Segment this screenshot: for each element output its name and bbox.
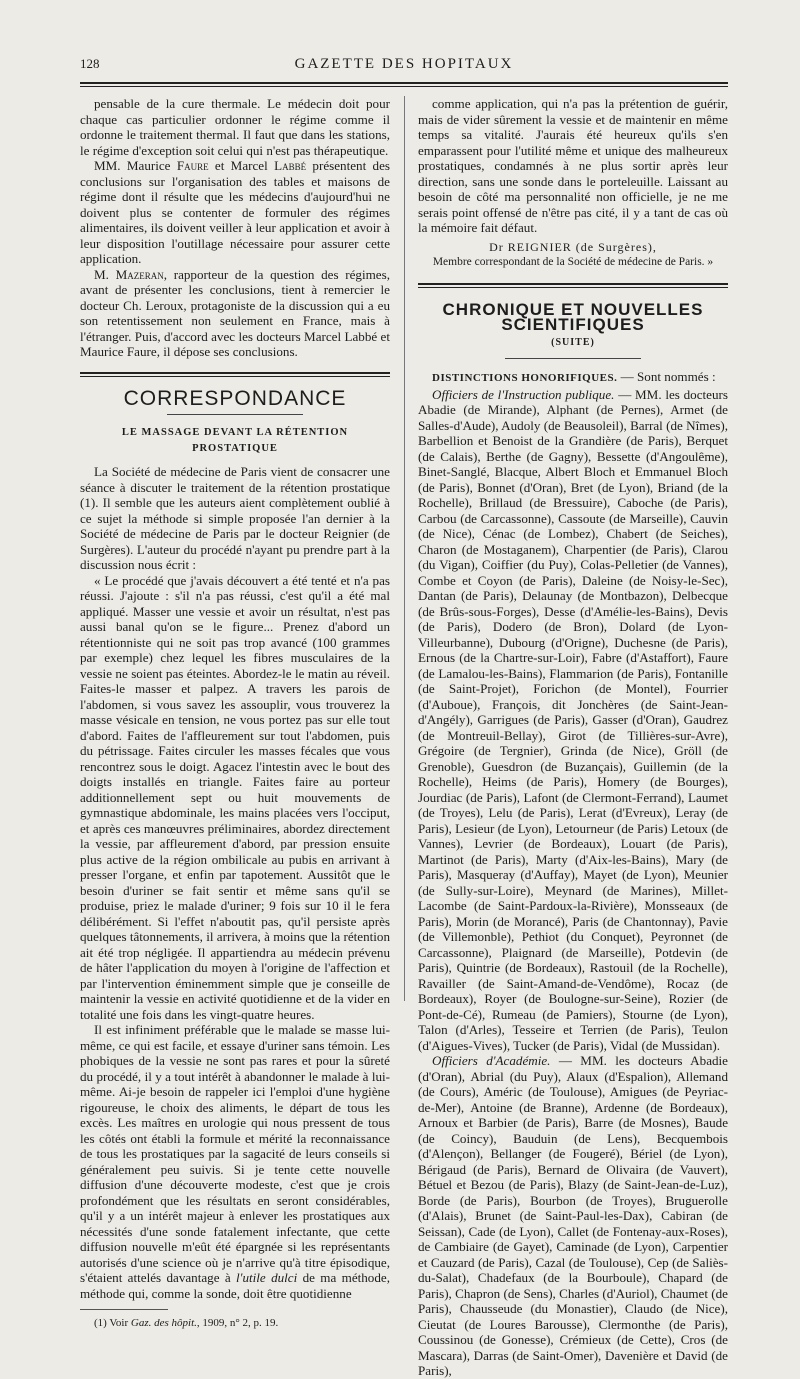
officiers-academie-list: — MM. les docteurs Abadie (d'Oran), Abrial (du Puy), Alaux (d'Espalion), Allemand (de Cours), Améric (de Toulouse), Amigues (de Peyriac-de-Mer), Antoine (de Branne), Ardenne (de Bordeaux), Arnoux et Barbier (de Paris), Barre (de Mosnes), Baude (de Coincy), Bauduin (de Lens), Becquembois (d'Alençon), Bellanger (de Fougeré), Bériel (de Lyon), Bérigaud (de Paris), Bernard de Olivaira (de Vauvert), Bétuel et Bezou (de Paris), Blazy (de Saint-Jean-de-Luz), Borde (de Paris), Bourbon (de Troyes), Bruguerolle (d'Alais), Brunet (de Saint-Paul-les-Dax), Cabiran (de Seissan), Cade (de Lyon), Callet (de Fontenay-aux-Roses), de Cambiaire (de Gayet), Caminade (de Lyon), Carpentier et Cauzard (de Paris), Cazal (de Toulouse), Cep (de Saliès-du-Salat), Chadefaux (de la Bourboule), Chapard (de Paris), Chapron (de Sens), Charles (d'Auriol), Chaumet (de Paris), Chausseude (du Monastier), Claudo (de Nice), Cieutat (de Loures Barousse), Clermonthe (de Paris), Coussinou (de Gonesse), Crémieux (de Cette), Cros (de Mascara), Darras (de Saint-Omer), Davenière et David (de Paris), (418, 1053, 728, 1378)
officiers-instruction-label: Officiers de l'Instruction publique. (432, 386, 615, 402)
column-divider (404, 96, 405, 1001)
author-faure: Faure (176, 158, 209, 173)
continuation-paragraph: comme application, qui n'a pas la prétention de guérir, mais de vider sûrement la vessie et de maintenir en même temps sa vitalité. J'aurais été heureux qu'ils s'en emparassent pour l'utilité même et unique des malheureux prostatiques, condamnés à ne plus sortir après leur direction, sans une sonde dans le porteleuille. Laissant au besoin de côté ma personnalité non officielle, je ne me serais point offensé de n'être pas cité, il y a tant de cas où la mémoire fait défaut. (418, 96, 728, 235)
distinctions-heading (418, 369, 728, 387)
mazeran-rest: , rapporteur de la question des régimes, avant de présenter les conclusions, tient à remercier le docteur Ch. Leroux, protagoniste de la discussion qui a eu son retentissement non seulement en France, mais à l'étranger. Puis, d'accord avec les docteurs Marcel Labbé et Maurice Faure, il dépose ses conclusions. (80, 266, 390, 359)
faure-labbe-paragraph (80, 158, 390, 267)
officiers-academie-label: Officiers d'Académie. (432, 1053, 551, 1068)
intro-paragraph: pensable de la cure thermale. Le médecin doit pour chaque cas particulier ordonner le régime comme il ordonne le traitement thermal. Il faut que dans les stations, le régime d'exception soit celui qui n'est pas thérapeutique. (80, 96, 390, 158)
left-column (80, 96, 390, 1332)
signature-affiliation: Membre correspondant de la Société de médecine de Paris. » (432, 256, 714, 268)
signature-name: Dr REIGNIER (de Surgères), (489, 239, 657, 254)
section-divider (80, 372, 390, 377)
mazeran-paragraph (80, 267, 390, 360)
chronique-title: CHRONIQUE ET NOUVELLES SCIENTIFIQUES (442, 299, 704, 334)
paragraph-3-end: de ma méthode, méthode qui, comme la sonde, doit être quotidienne (80, 1270, 390, 1301)
correspondance-paragraph-1: La Société de médecine de Paris vient de consacrer une séance à discuter le traitement de la rétention prostatique (1). Il semble que les auteurs aient complètement oublié à ce sujet la méthode si simple proposée l'an dernier à la Société de médecine de Paris par le docteur Reignier (de Surgères). L'auteur du procédé n'ayant pu prendre part à la discussion nous écrit : (80, 464, 390, 572)
footnote-source: Gaz. des hôpit. (130, 1317, 197, 1329)
mazeran-prefix: M. (94, 266, 116, 282)
utile-dulci-phrase: l'utile dulci (236, 1270, 298, 1285)
faure-prefix: MM. Maurice (94, 158, 177, 173)
header-rule (80, 82, 728, 84)
officiers-instruction-paragraph (418, 387, 728, 1054)
page-number: 128 (80, 56, 100, 71)
right-column (418, 96, 728, 1379)
distinctions-intro: — Sont nommés : (617, 369, 716, 384)
footnote-rule (80, 1309, 168, 1310)
paragraph-3-text: Il est infiniment préférable que le malade se masse lui-même, ce qui est facile, et essaye d'uriner sans témoin. Les phobiques de la vessie ne sont pas rares et pour la sûreté du procédé, il y a tout intérêt à abandonner le malade à lui-même. Ai-je besoin de rappeler ici l'emploi d'une hygiène rigoureuse, le choix des aliments, le départ de tous les excès. Les maîtres en urologie qui nous pressent de tous les côtés ont établi la formule et mérité la reconnaissance de tous les prostatiques par la sagacité de leurs conseils si généralement peu suivis. Si je tente cette nouvelle diffusion d'une découverte modeste, c'est que je crois profondément que les résultats en seront considérables, qu'il y a un intérêt majeur à enlever les prostatiques aux nécessités d'une sonde fatalement infectante, que cette diffusion nouvelle m'eût été épargnée si les représentants autorisés d'une science où je n'arrive qu'à titre épisodique, s'étaient attelés davantage à (80, 1022, 390, 1285)
correspondance-paragraph-3 (80, 1022, 390, 1301)
footnote-rest: , 1909, n° 2, p. 19. (196, 1317, 279, 1329)
correspondance-title: CORRESPONDANCE (123, 386, 347, 410)
faure-rest: présentent des conclusions sur l'organisation des tables et maisons de régime dont il résulte que les médecins d'aujourd'hui ne doivent plus se contenter de formuler des régimes alimentaires, ils doivent veiller à leur application et avoir à leur disposition l'outillage nécessaire pour assurer cette application. (80, 158, 390, 266)
correspondance-subhead: LE MASSAGE DEVANT LA RÉTENTION PROSTATIQUE (121, 427, 349, 454)
running-head (80, 56, 728, 76)
chronique-suite: (SUITE) (551, 336, 595, 348)
author-labbe: Labbé (274, 158, 307, 173)
title-underline (167, 414, 303, 415)
chronique-underline (505, 358, 641, 359)
footnote (80, 1316, 390, 1332)
journal-title: GAZETTE DES HOPITAUX (294, 56, 514, 72)
header-rule-thin (80, 86, 728, 87)
author-mazeran: Mazeran (115, 266, 164, 282)
correspondance-paragraph-2: « Le procédé que j'avais découvert a été tenté et n'a pas réussi. J'ajoute : s'il n'a pas réussi, c'est qu'il a été mal appliqué. Masser une vessie et avoir un résultat, n'est pas aussi banal qu'on se le figure... Prenez d'abord un rétentionniste qui ne soit pas trop avancé (100 grammes par exemple) chez lequel les fibres musculaires de la vessie ne soient pas éteintes. Abordez-le le matin au réveil. Faites-le masser et palpez. A travers les parois de l'abdomen, si vous savez les assouplir, vous trouverez la masse vésicale en tension, ne vous portez pas sur elle tout d'abord. Faites de l'affleurement sur tout l'abdomen, puis du pétrissage. Faites circuler les masses fécales que vous rencontrez sous le doigt. Agacez l'intestin avec le bout des doigts installés en triangle. Faites faire au porteur additionnellement sept ou huit mouvements de gymnastique abdominale, les mains placées vers l'occiput, et après ces manœuvres préliminaires, abordez directement la vessie, par affleurement d'abord, par pression ensuite plus active de la région ombilicale au pubis en arrivant à presser l'organe, et enfin par tapotement. Aussitôt que le besoin d'uriner se fait sentir et même sans qu'il se produise, priez le malade d'uriner; 9 fois sur 10 il le fera délibérément. Si l'effet n'aboutit pas, qu'il persiste après quelques tâtonnements, il arrivera, à moins que la rétention ait été trop négligée. Il appartiendra au médecin prévenu de hâter l'application du moyen à l'origine de l'affection et par l'intervention éminemment simple que je conseille de maintenir la vessie en activité quotidienne et de la vider en totalité une fois dans les vingt-quatre heures. (80, 572, 390, 1022)
signature (418, 239, 728, 256)
distinctions-label: DISTINCTIONS HONORIFIQUES. (432, 372, 618, 384)
officiers-academie-paragraph (418, 1053, 728, 1379)
faure-middle: et Marcel (208, 158, 275, 173)
officiers-instruction-list: — MM. les docteurs Abadie (de Mirande), Alphant (de Pernes), Armet (de Salles-d'Aude), Audoly (de Beausoleil), Barral (de Nîmes), Barbellion et Benoist de la Grandière (de Paris), Berquet (de Calais), Berthe (de Gagny), Bessette (d'Angoulême), Binet-Sanglé, Blacque, Albert Bloch et Emmanuel Bloch (de Paris), Bonnet (d'Oran), Bret (de Lyon), Briand (de la Rochelle), Brillaud (de Bressuire), Caboche (de Paris), Carbou (de Carcassonne), Cassoute (de Marseille), Cauvin (de Nice), Cénac (de Lombez), Chabert (de Seiches), Charon (de Mostaganem), Charpentier (de Paris), Clarou (du Vigan), Coiffier (du Puy), Colas-Pelletier (de Vannes), Combe et Coyon (de Paris), Daleine (de Noisy-le-Sec), Dantan (de Paris), Delaunay (de Montbazon), Delbecque (de Brûs-sous-Forges), Desse (d'Amélie-les-Bains), Devis (de Paris), Dodero (de Bron), Dolard (de Lyon-Villeurbanne), Dubourg (d'Origne), Duchesne (de Paris), Ernous (de la Chartre-sur-Loir), Fabre (d'Astaffort), Faure (de Lamalou-les-Bains), Flammarion (de Paris), Fontanille (de Saint-Projet), Forichon (de Montel), Fourrier (d'Auboue), François, dit Jonchères (de Saint-Jean-d'Angély), Garrigues (de Paris), Gasser (d'Oran), Gaudrez (de Montreuil-Bellay), Girot (de Tillières-sur-Avre), Grégoire (de Tergnier), Grinda (de Nice), Gröll (de Grenoble), Guesdron (de Buzançais), Guillemin (de la Rochelle), Heims (de Paris), Homery (de Bourges), Jourdiac (de Paris), Lafont (de Clermont-Ferrand), Laumet (de Troyes), Lelu (de Paris), Lerat (d'Evreux), Leray (de Paris), Lesieur (de Lyon), Letourneur (de Paris) Letoux (de Vannes), Levrier (de Bordeaux), Louart (de Paris), Martinot (de Paris), Marty (d'Aix-les-Bains), Mary (de Paris), Masqueray (d'Auffay), Mayet (de Lyon), Meunier (de Sully-sur-Loire), Meynard (de Marines), Millet-Lacombe (de Saint-Pardoux-la-Rivière), Monsseaux (de Paris), Morin (de Morancé), Paris (de Chantonnay), Pavie (de Villemonble), Pethiot (du Conquet), Peyronnet (de Carcassonne), Plaignard (de Marseille), Potdevin (de Paris), Quintrie (de Bordeaux), Rastouil (de la Rochelle), Ravailler (de Saint-Amand-de-Vendôme), Rocaz (de Bordeaux), Royer (de Boulogne-sur-Seine), Rozier (de Pont-de-Cé), Rumeau (de Pamiers), Stourne (de Lyon), Talon (d'Arles), Tesseire et Terrien (de Paris), Teulon (d'Aigues-Vives), Tucker (de Paris), Vidal (de Mussidan). (418, 386, 728, 1053)
section-divider-right (418, 283, 728, 288)
footnote-marker: (1) Voir (94, 1317, 131, 1329)
